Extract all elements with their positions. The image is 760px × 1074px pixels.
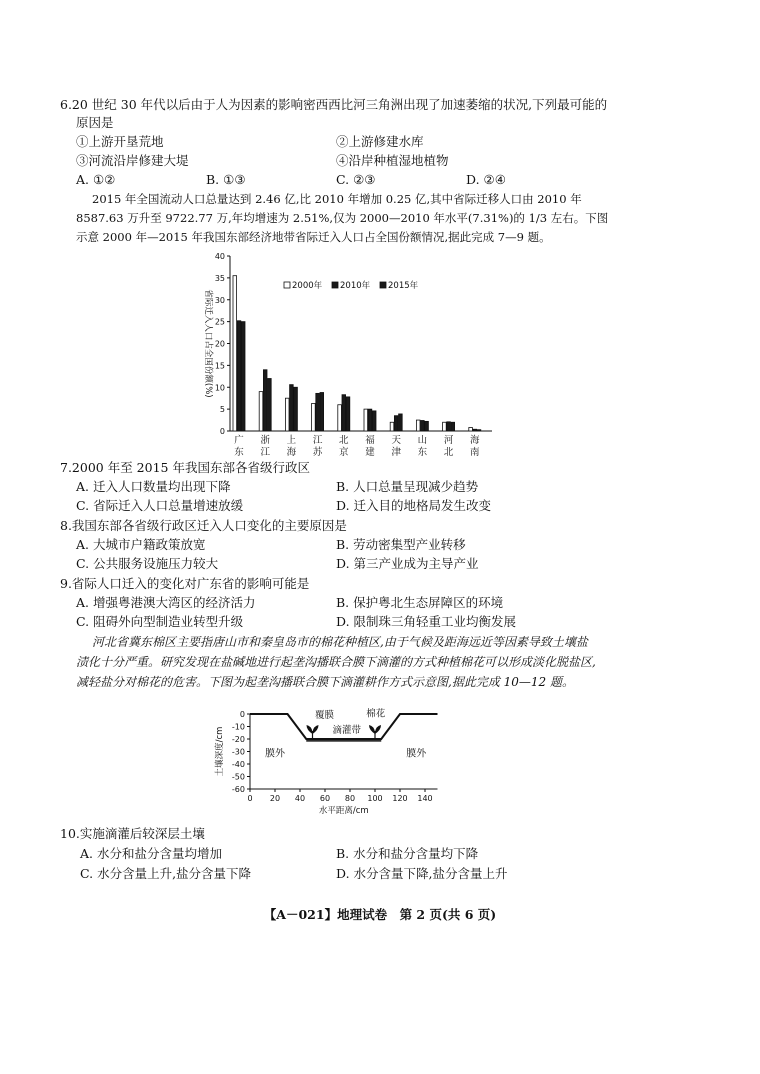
q10-option-c[interactable]: C. 水分含量上升,盐分含量下降 — [80, 866, 252, 881]
q9-option-d[interactable]: D. 限制珠三角轻重工业均衡发展 — [336, 614, 517, 629]
q6-stem-line2: 原因是 — [76, 115, 114, 130]
legend-label-2010年: 2010年 — [340, 281, 371, 291]
category-label-江苏: 江 — [312, 435, 323, 446]
y-tick-label: 20 — [214, 339, 225, 349]
cotton-leaf-left — [369, 725, 375, 734]
bar-2015年-福建 — [372, 411, 376, 431]
category-label-北京: 北 — [339, 435, 349, 446]
passage1-line3: 示意 2000 年—2015 年我国东部经济地带省际迁入人口占全国份额情况,据此完成 7—9 题。 — [76, 230, 551, 244]
q7-option-b[interactable]: B. 人口总量呈现减少趋势 — [336, 479, 479, 494]
bar-2000年-山东 — [416, 420, 420, 431]
passage1-line1: 2015 年全国流动人口总量达到 2.46 亿,比 2010 年增加 0.25 亿,其中省际迁移人口由 2010 年 — [92, 192, 582, 206]
category-label-福建: 福 — [365, 435, 375, 446]
category-label-北京: 京 — [339, 447, 349, 458]
diagram-y-axis-label: 土壤深度/cm — [215, 726, 225, 777]
cotton-leaf-right — [313, 725, 319, 734]
bar-2000年-浙江 — [259, 392, 263, 431]
q6-statement-4: ④沿岸种植湿地植物 — [336, 153, 449, 168]
bar-2000年-广东 — [233, 276, 237, 431]
label-outside-right: 膜外 — [406, 748, 427, 760]
cotton-plant-1 — [307, 725, 319, 739]
q8-option-a[interactable]: A. 大城市户籍政策放宽 — [76, 537, 206, 552]
q8-option-b[interactable]: B. 劳动密集型产业转移 — [336, 537, 466, 552]
bar-2000年-北京 — [338, 405, 342, 431]
legend-label-2000年: 2000年 — [292, 281, 323, 291]
category-label-天津: 津 — [391, 447, 401, 458]
bar-2015年-北京 — [346, 397, 350, 431]
bar-2015年-浙江 — [268, 379, 272, 432]
q6-statement-3: ③河流沿岸修建大堤 — [76, 153, 189, 168]
bar-2000年-上海 — [285, 398, 289, 431]
bar-2010年-天津 — [394, 416, 398, 431]
category-label-海南: 南 — [470, 447, 480, 458]
q7-stem: 7.2000 年至 2015 年我国东部各省级行政区 — [60, 460, 310, 475]
q10-option-a[interactable]: A. 水分和盐分含量均增加 — [80, 846, 222, 861]
bar-2015年-广东 — [241, 322, 245, 431]
y-tick-label: 30 — [214, 295, 225, 305]
bar-2015年-海南 — [477, 430, 481, 431]
q9-option-a[interactable]: A. 增强粤港澳大湾区的经济活力 — [76, 595, 256, 610]
q8-option-d[interactable]: D. 第三产业成为主导产业 — [336, 556, 479, 571]
diagram-y-tick-label: -40 — [231, 760, 245, 769]
bar-2000年-河北 — [443, 422, 447, 431]
q10-option-d[interactable]: D. 水分含量下降,盐分含量上升 — [336, 866, 508, 881]
q9-option-c[interactable]: C. 阻碍外向型制造业转型升级 — [76, 614, 244, 629]
label-outside-left: 膜外 — [265, 748, 285, 760]
q6-stem-line1: 6.20 世纪 30 年代以后由于人为因素的影响密西西比河三角洲出现了加速萎缩的状况,下列最可能的 — [60, 97, 608, 112]
passage1-line2: 8587.63 万升至 9722.77 万,年均增速为 2.51%,仅为 2000—2010 年水平(7.31%)的 1/3 左右。下图 — [76, 211, 609, 225]
category-label-山东: 山 — [417, 435, 428, 446]
y-tick-label: 0 — [219, 427, 225, 436]
q6-option-c[interactable]: C. ②③ — [336, 172, 376, 187]
q6-option-d[interactable]: D. ②④ — [466, 172, 506, 187]
diagram-x-tick-label: 20 — [269, 794, 281, 803]
diagram-y-tick-label: -10 — [231, 722, 245, 732]
diagram-x-tick-label: 120 — [392, 794, 408, 803]
label-cotton: 棉花 — [366, 708, 386, 720]
bar-2000年-江苏 — [312, 403, 316, 431]
category-label-浙江: 江 — [260, 447, 270, 458]
diagram-y-tick-label: 0 — [239, 710, 245, 719]
bar-2000年-天津 — [390, 422, 394, 431]
legend-swatch-2000年 — [284, 282, 290, 288]
bar-2015年-江苏 — [320, 393, 324, 432]
bar-2010年-山东 — [421, 421, 425, 432]
bar-2015年-山东 — [425, 421, 429, 431]
diagram-x-tick-label: 60 — [319, 794, 331, 803]
bar-2010年-海南 — [473, 429, 477, 431]
q7-option-c[interactable]: C. 省际迁入人口总量增速放缓 — [76, 498, 244, 513]
bar-2010年-上海 — [290, 385, 294, 431]
category-label-上海: 上 — [286, 435, 297, 446]
passage2-line1: 河北省冀东棉区主要指唐山市和秦皇岛市的棉花种植区,由于气候及距海远近等因素导致土壤盐 — [92, 635, 588, 649]
cotton-plant-2 — [369, 725, 381, 739]
legend-swatch-2015年 — [380, 282, 386, 288]
q8-stem: 8.我国东部各省级行政区迁入人口变化的主要原因是 — [60, 518, 347, 533]
y-tick-label: 40 — [214, 252, 225, 261]
category-label-上海: 海 — [286, 447, 297, 458]
q6-option-a[interactable]: A. ①② — [76, 172, 116, 187]
diagram-x-tick-label: 0 — [247, 794, 253, 803]
category-label-广东: 东 — [234, 447, 244, 458]
bar-2000年-海南 — [469, 428, 473, 432]
page-footer: 【A－021】地理试卷 第 2 页(共 6 页) — [263, 907, 497, 922]
q7-option-d[interactable]: D. 迁入目的地格局发生改变 — [336, 498, 492, 513]
drip-irrigation-diagram — [210, 700, 500, 820]
q9-stem: 9.省际人口迁入的变化对广东省的影响可能是 — [60, 576, 310, 591]
q8-option-c[interactable]: C. 公共服务设施压力较大 — [76, 556, 219, 571]
diagram-y-tick-label: -20 — [231, 735, 245, 744]
bar-2000年-福建 — [364, 409, 368, 431]
diagram-x-tick-label: 100 — [367, 794, 383, 803]
label-film: 覆膜 — [315, 709, 335, 721]
q6-option-b[interactable]: B. ①③ — [206, 172, 246, 187]
cotton-leaf-right — [375, 725, 381, 734]
legend-label-2015年: 2015年 — [388, 281, 419, 291]
label-drip-tape: 滴灌带 — [332, 724, 362, 736]
category-label-浙江: 浙 — [260, 435, 270, 446]
diagram-x-tick-label: 80 — [344, 794, 356, 803]
bar-2010年-江苏 — [316, 393, 320, 431]
category-label-广东: 广 — [234, 435, 244, 446]
bar-2010年-浙江 — [263, 370, 267, 431]
diagram-y-tick-label: -30 — [231, 747, 245, 757]
bar-2015年-河北 — [451, 422, 455, 431]
bar-2010年-北京 — [342, 395, 346, 431]
category-label-河北: 河 — [443, 435, 454, 446]
y-tick-label: 35 — [214, 273, 225, 283]
category-label-山东: 东 — [417, 447, 428, 458]
category-label-江苏: 苏 — [312, 447, 323, 458]
q10-stem: 10.实施滴灌后较深层土壤 — [60, 826, 205, 841]
q6-statement-1: ①上游开垦荒地 — [76, 134, 164, 149]
y-tick-label: 5 — [219, 405, 225, 415]
migration-bar-chart — [192, 248, 512, 468]
diagram-x-tick-label: 40 — [294, 794, 306, 803]
y-tick-label: 15 — [214, 361, 225, 371]
bar-2010年-广东 — [237, 321, 241, 431]
bar-2010年-河北 — [447, 422, 451, 431]
diagram-y-tick-label: -60 — [231, 785, 245, 794]
category-label-河北: 北 — [443, 447, 454, 458]
y-axis-label: 省际迁入人口占全国份额(%) — [203, 289, 213, 398]
diagram-y-tick-label: -50 — [231, 772, 245, 782]
bar-2015年-上海 — [294, 387, 298, 431]
q7-option-a[interactable]: A. 迁入人口数量均出现下降 — [76, 479, 231, 494]
q10-option-b[interactable]: B. 水分和盐分含量均下降 — [336, 846, 479, 861]
category-label-天津: 天 — [391, 435, 401, 446]
y-tick-label: 10 — [214, 383, 225, 393]
diagram-x-tick-label: 140 — [417, 794, 433, 803]
y-tick-label: 25 — [214, 317, 225, 327]
category-label-海南: 海 — [470, 435, 480, 446]
q6-statement-2: ②上游修建水库 — [336, 134, 424, 149]
bar-2015年-天津 — [399, 414, 403, 431]
legend-swatch-2010年 — [332, 282, 338, 288]
passage2-line2: 渍化十分严重。研究发现在盐碱地进行起垄沟播联合膜下滴灌的方式种植棉花可以形成淡化脱盐区, — [76, 655, 596, 669]
category-label-福建: 建 — [365, 447, 375, 458]
q9-option-b[interactable]: B. 保护粤北生态屏障区的环境 — [336, 595, 504, 610]
cotton-leaf-left — [307, 725, 313, 734]
diagram-x-axis-label: 水平距离/cm — [318, 806, 369, 816]
bar-2010年-福建 — [368, 409, 372, 431]
passage2-line3: 减轻盐分对棉花的危害。下图为起垄沟播联合膜下滴灌耕作方式示意图,据此完成 10—12 题。 — [76, 675, 574, 689]
